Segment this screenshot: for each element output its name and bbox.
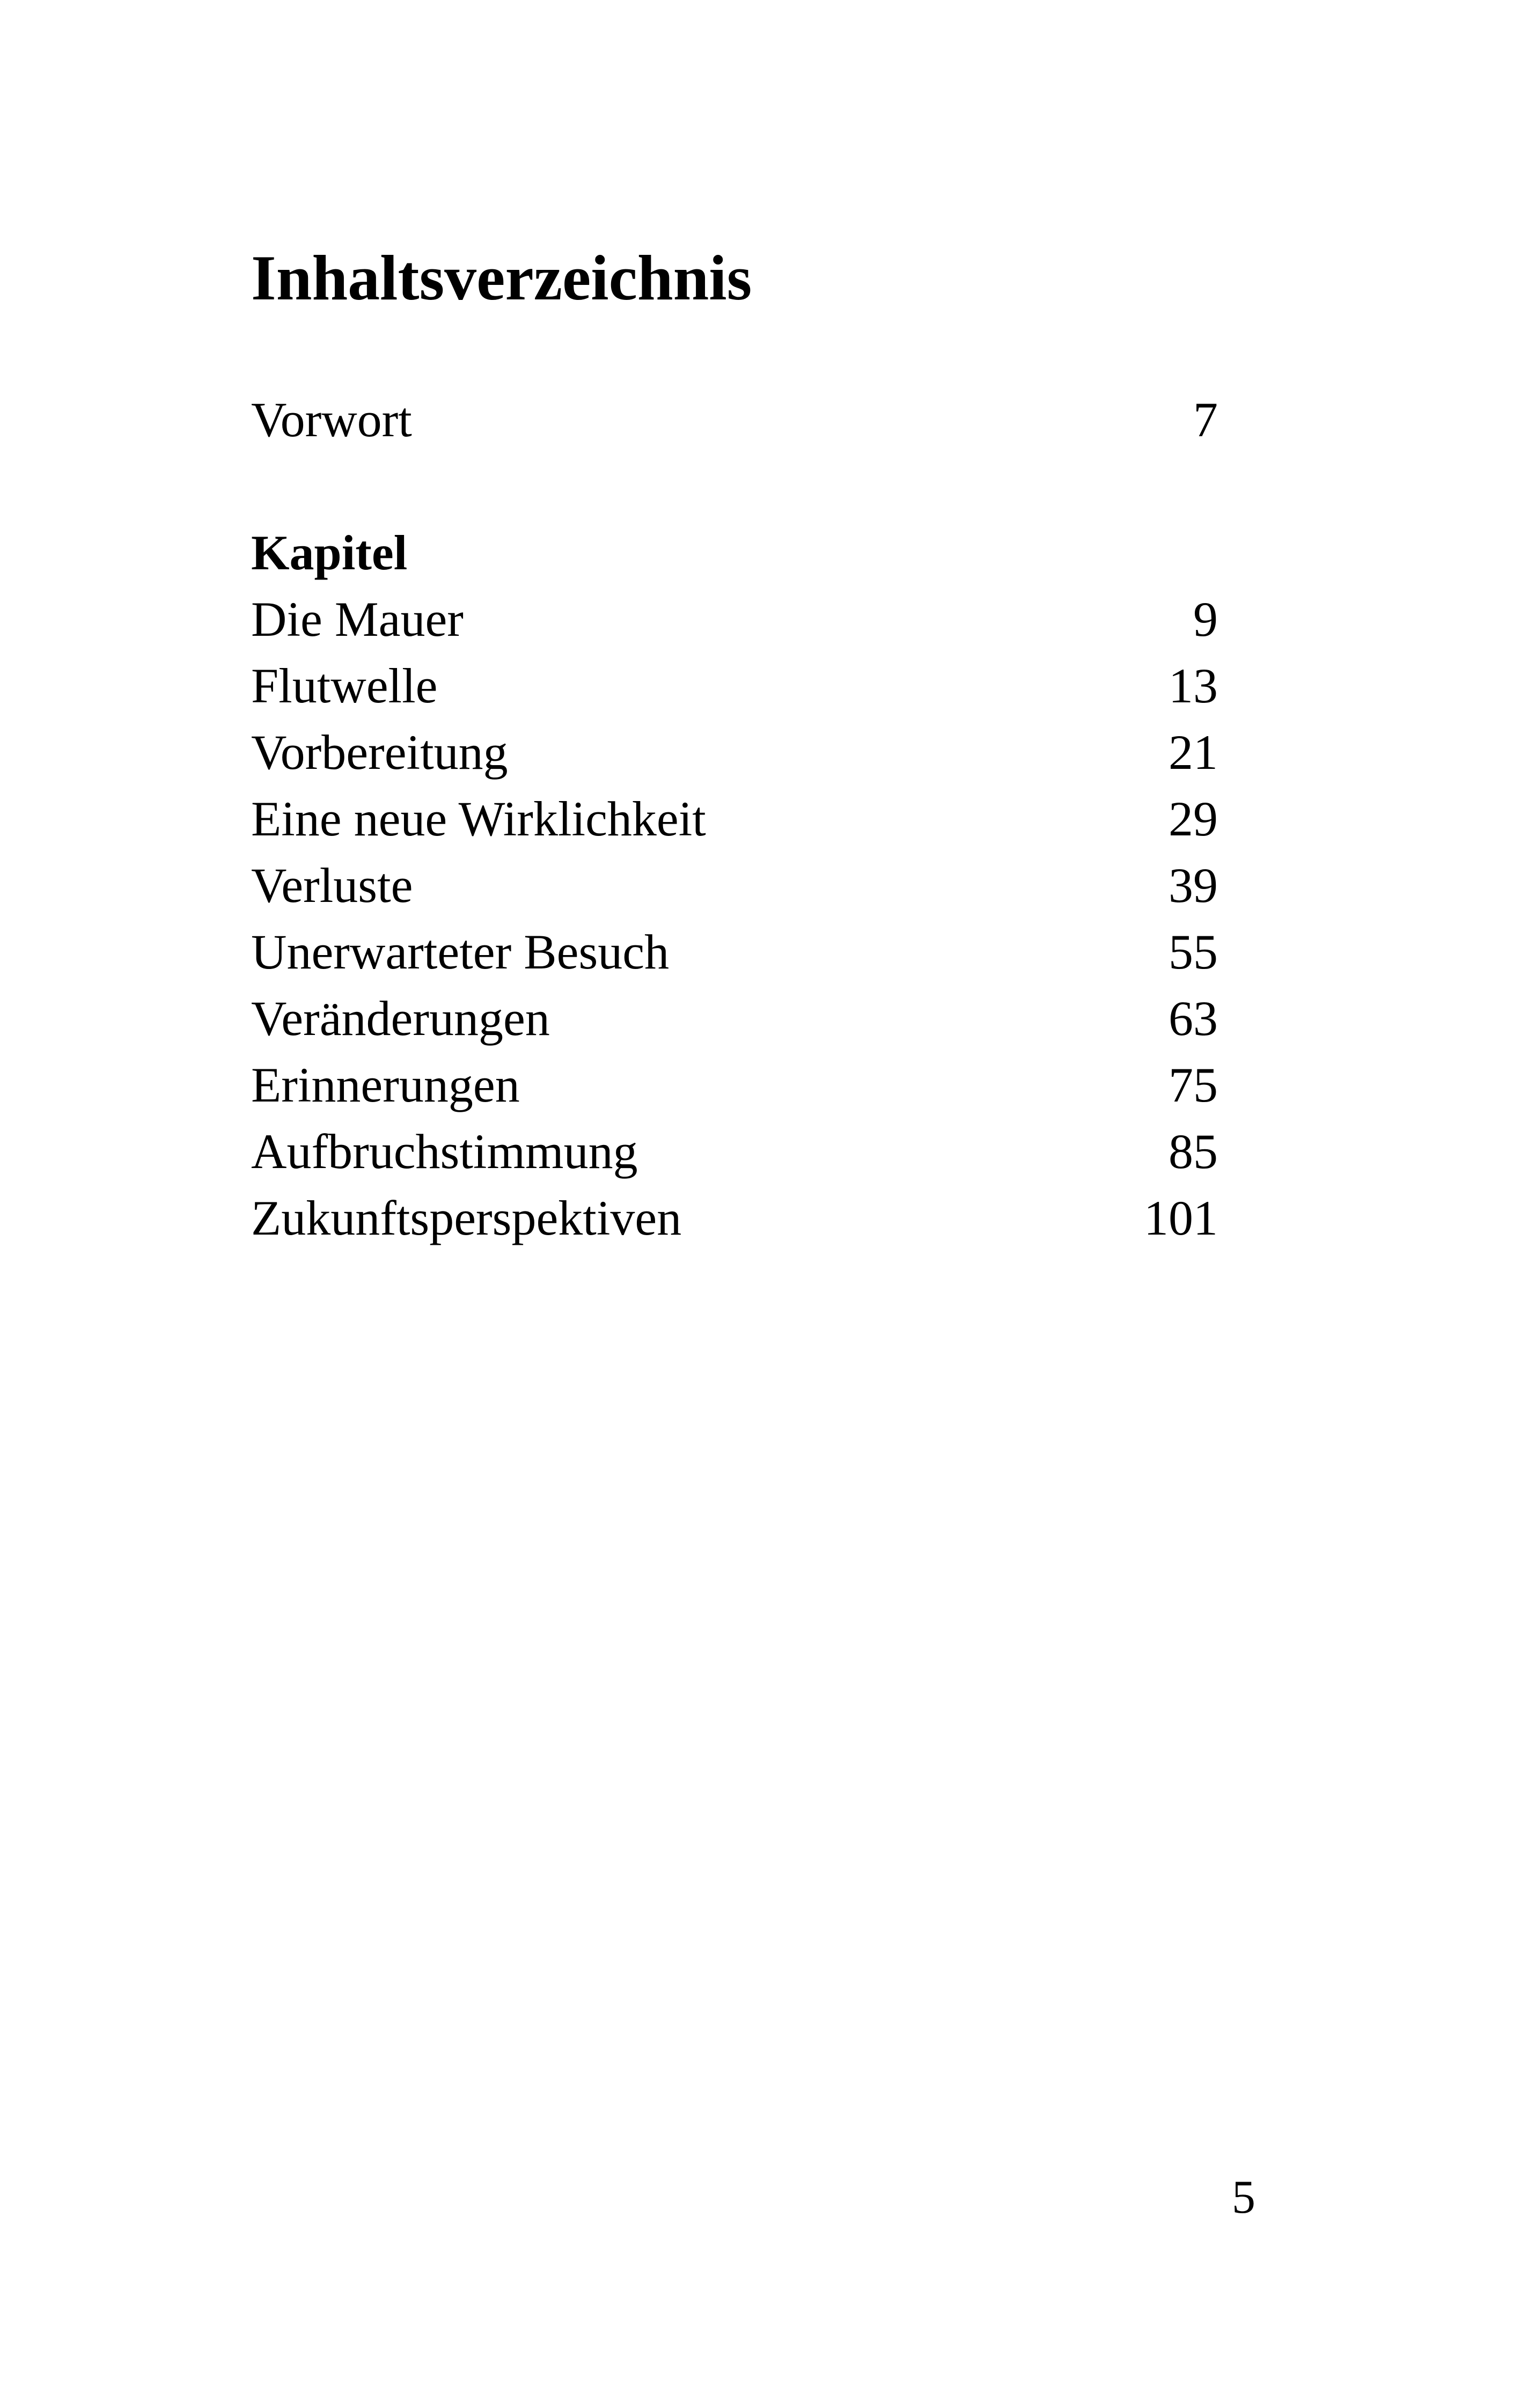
toc-entry-title: Aufbruchstimmung [251, 1124, 638, 1179]
toc-chapter-list [251, 586, 1218, 1251]
toc-entry [251, 785, 1218, 852]
toc-entry-title: Vorbereitung [251, 725, 508, 780]
toc-preface [251, 386, 1218, 453]
chapters-heading: Kapitel [251, 525, 408, 580]
toc-entry-preface [251, 386, 1218, 453]
toc-entry-title: Eine neue Wirklichkeit [251, 791, 706, 846]
toc-entry-page: 85 [1169, 1124, 1218, 1179]
toc-entry-page: 21 [1169, 725, 1218, 780]
toc-entry-title: Flutwelle [251, 658, 438, 713]
toc-entry-title: Vorwort [251, 392, 412, 447]
page-number: 5 [1232, 2171, 1255, 2223]
toc-entry [251, 1118, 1218, 1185]
page-title: Inhaltsverzeichnis [251, 242, 752, 313]
toc-entry-title: Unerwarteter Besuch [251, 924, 670, 979]
toc-entry-page: 39 [1169, 858, 1218, 913]
toc-entry-title: Die Mauer [251, 592, 464, 647]
toc-entry-page: 63 [1169, 991, 1218, 1046]
toc-entry-title: Erinnerungen [251, 1058, 520, 1112]
toc-entry [251, 1185, 1218, 1251]
toc-entry-page: 7 [1193, 392, 1218, 447]
toc-entry [251, 1052, 1218, 1118]
toc-entry-title: Veränderungen [251, 991, 550, 1046]
toc-entry-page: 13 [1169, 658, 1218, 713]
toc-entry-page: 29 [1169, 791, 1218, 846]
toc-entry [251, 985, 1218, 1052]
toc-entry-page: 101 [1144, 1191, 1218, 1245]
toc-entry-title: Zukunftsperspektiven [251, 1191, 682, 1245]
toc-entry-page: 9 [1193, 592, 1218, 647]
toc-entry [251, 919, 1218, 985]
toc-entry-page: 55 [1169, 924, 1218, 979]
toc-entry [251, 852, 1218, 919]
toc-entry [251, 652, 1218, 719]
toc-entry-page: 75 [1169, 1058, 1218, 1112]
toc-entry [251, 586, 1218, 652]
toc-entry [251, 719, 1218, 785]
toc-entry-title: Verluste [251, 858, 413, 913]
